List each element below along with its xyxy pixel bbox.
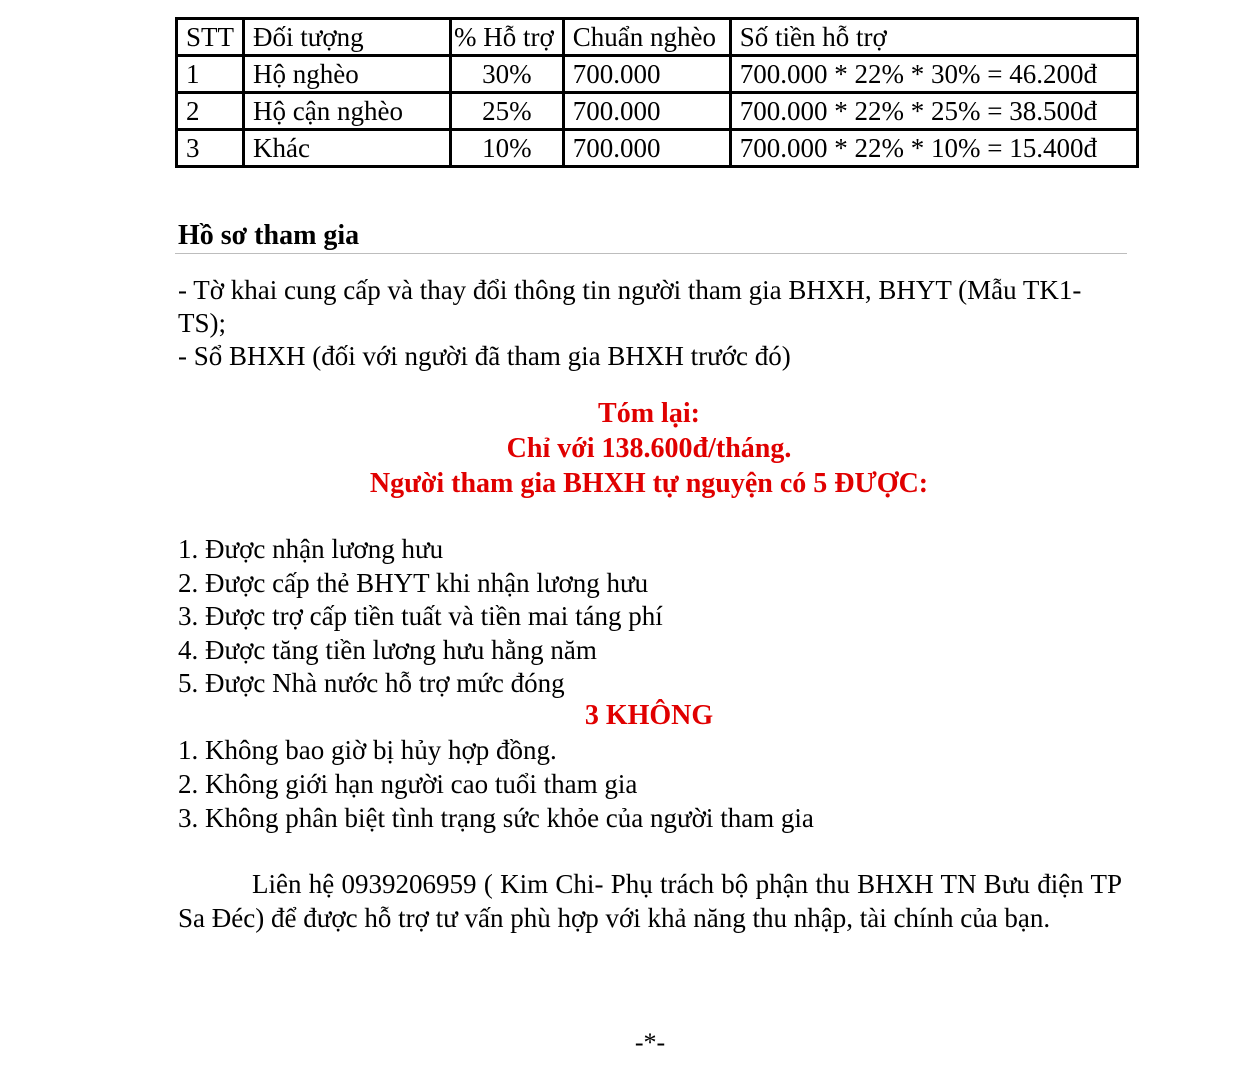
three-no-list — [178, 733, 1118, 835]
list-item: 5. Được Nhà nước hỗ trợ mức đóng — [178, 668, 565, 698]
list-item: 2. Không giới hạn người cao tuổi tham gia — [178, 769, 638, 799]
table-header-row — [177, 19, 1138, 56]
cell-stt: 3 — [177, 130, 244, 167]
cell-stt: 2 — [177, 93, 244, 130]
cell-chuan-ngheo: 700.000 — [563, 130, 730, 167]
cell-chuan-ngheo: 700.000 — [563, 56, 730, 93]
cell-chuan-ngheo: 700.000 — [563, 93, 730, 130]
section-heading: Hồ sơ tham gia — [178, 220, 360, 251]
list-item: 3. Được trợ cấp tiền tuất và tiền mai táng phí — [178, 601, 663, 631]
cell-percent: 30% — [451, 56, 564, 93]
cell-doi-tuong: Hộ nghèo — [244, 56, 451, 93]
summary-block — [175, 396, 1123, 501]
heading-divider — [175, 253, 1127, 254]
end-mark: -*- — [634, 1028, 666, 1057]
document-item: - Tờ khai cung cấp và thay đổi thông tin người tham gia BHXH, BHYT (Mẫu TK1-TS); — [178, 275, 1082, 338]
contact-paragraph: Liên hệ 0939206959 ( Kim Chi- Phụ trách bộ phận thu BHXH TN Bưu điện TP Sa Đéc) để được hỗ trợ tư vấn phù hợp với khả năng thu nhập, tài chính của bạn. — [178, 869, 1122, 933]
list-item: 4. Được tăng tiền lương hưu hằng năm — [178, 634, 597, 665]
table-row — [177, 130, 1138, 167]
cell-so-tien: 700.000 * 22% * 25% = 38.500đ — [730, 93, 1137, 130]
cell-percent: 10% — [451, 130, 564, 167]
cell-stt: 1 — [177, 56, 244, 93]
header-chuan-ngheo: Chuẩn nghèo — [563, 19, 730, 56]
header-stt: STT — [177, 19, 244, 56]
summary-benefits-heading: Người tham gia BHXH tự nguyện có 5 ĐƯỢC: — [369, 468, 929, 499]
list-item: 3. Không phân biệt tình trạng sức khỏe của người tham gia — [178, 803, 814, 833]
list-item: 1. Không bao giờ bị hủy hợp đồng. — [178, 735, 557, 765]
header-so-tien: Số tiền hỗ trợ — [730, 19, 1137, 56]
table-row — [177, 56, 1138, 93]
table-row — [177, 93, 1138, 130]
header-doi-tuong: Đối tượng — [244, 19, 451, 56]
cell-doi-tuong: Hộ cận nghèo — [244, 93, 451, 130]
header-ho-tro-percent: % Hỗ trợ — [451, 19, 564, 56]
support-table — [175, 17, 1139, 168]
required-documents — [178, 274, 1123, 373]
cell-so-tien: 700.000 * 22% * 30% = 46.200đ — [730, 56, 1137, 93]
summary-title: Tóm lại: — [598, 398, 700, 429]
benefit-list — [178, 533, 1118, 701]
document-item: - Sổ BHXH (đối với người đã tham gia BHXH trước đó) — [178, 341, 791, 371]
list-item: 2. Được cấp thẻ BHYT khi nhận lương hưu — [178, 567, 649, 598]
list-item: 1. Được nhận lương hưu — [178, 534, 444, 564]
cell-percent: 25% — [451, 93, 564, 130]
cell-so-tien: 700.000 * 22% * 10% = 15.400đ — [730, 130, 1137, 167]
summary-price: Chỉ với 138.600đ/tháng. — [506, 433, 792, 464]
cell-doi-tuong: Khác — [244, 130, 451, 167]
three-no-heading: 3 KHÔNG — [584, 700, 714, 731]
